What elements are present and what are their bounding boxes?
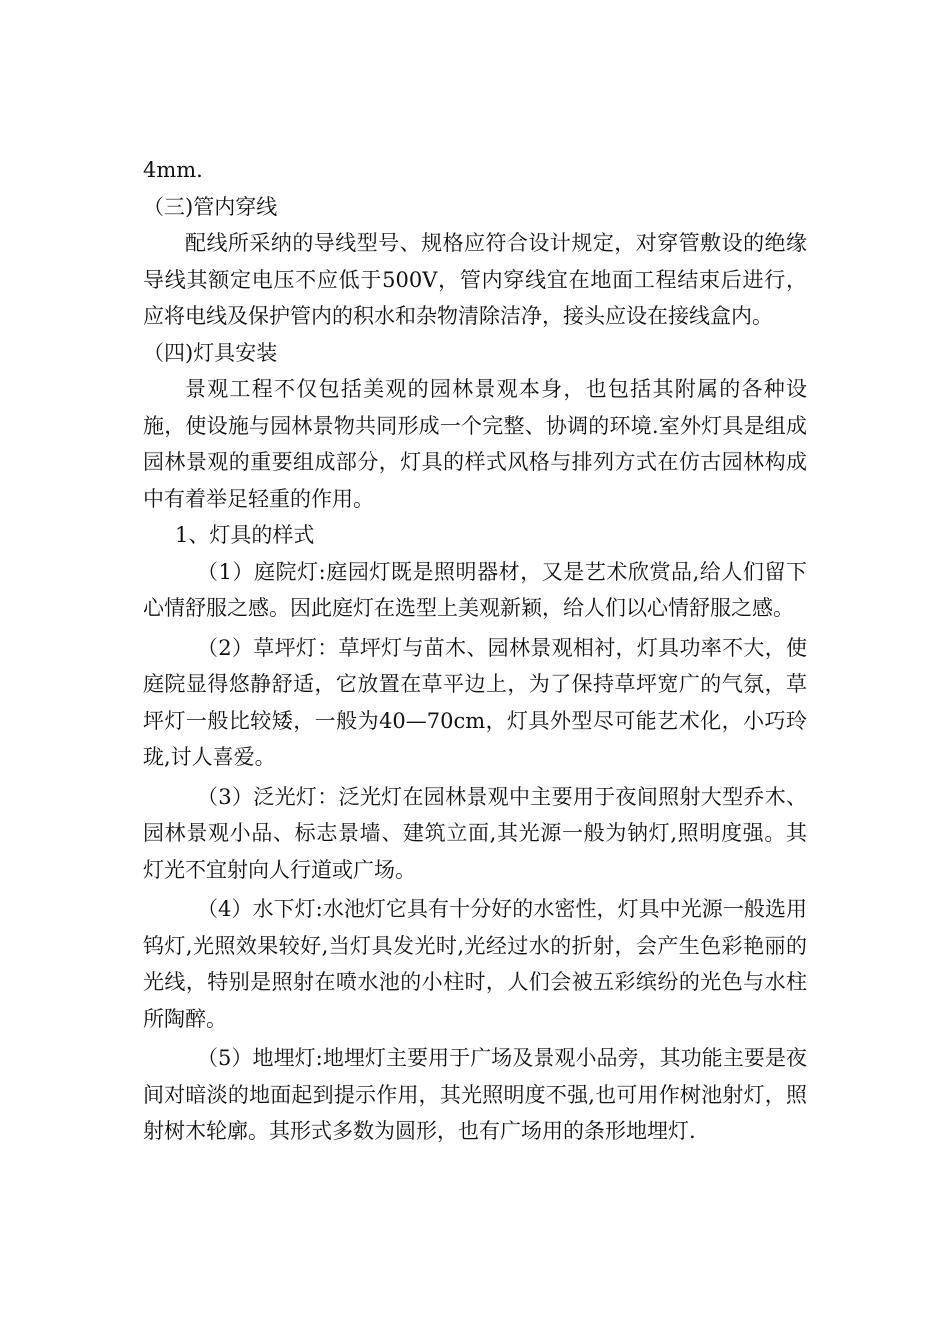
section-heading-lamp-install: （四)灯具安装 (143, 340, 278, 365)
list-item-flood-light: （3）泛光灯：泛光灯在园林景观中主要用于夜间照射大型乔木、园林景观小品、标志景墙、建筑立面,其光源一般为钠灯,照明度强。其灯光不宜射向人行道或广场。 (143, 784, 807, 882)
list-item-courtyard-lamp: （1）庭院灯:庭园灯既是照明器材，又是艺术欣赏品,给人们留下心情舒服之感。因此庭灯在选型上美观新颖，给人们以心情舒服之感。 (143, 559, 807, 620)
document-page (143, 152, 807, 1150)
paragraph-lamp-install: 景观工程不仅包括美观的园林景观本身，也包括其附属的各种设施，使设施与园林景物共同形成一个完整、协调的环境.室外灯具是组成园林景观的重要组成部分，灯具的样式风格与排列方式在仿古园林构成中有着举足轻重的作用。 (143, 377, 807, 511)
paragraph-wiring: 配线所采纳的导线型号、规格应符合设计规定，对穿管敷设的绝缘导线其额定电压不应低于500V，管内穿线宜在地面工程结束后进行，应将电线及保护管内的积水和杂物清除洁净，接头应设在接线盒内。 (143, 231, 807, 328)
subheading-lamp-styles: 1、灯具的样式 (175, 523, 315, 547)
paragraph-continuation: 4mm. (143, 158, 203, 182)
section-heading-wiring: （三)管内穿线 (143, 194, 278, 219)
list-item-lawn-lamp: （2）草坪灯：草坪灯与苗木、园林景观相衬，灯具功率不大，使庭院显得悠静舒适，它放置在草平边上，为了保持草坪宽广的气氛，草坪灯一般比较矮，一般为40—70cm，灯具外型尽可能艺术化，小巧玲珑,讨人喜爱。 (143, 635, 807, 769)
list-item-underwater-lamp: （4）水下灯:水池灯它具有十分好的水密性，灯具中光源一般选用钨灯,光照效果较好,当灯具发光时,光经过水的折射，会产生色彩艳丽的光线，特别是照射在喷水池的小柱时，人们会被五彩缤纷的光色与水柱所陶醉。 (143, 897, 807, 1031)
list-item-buried-lamp: （5）地埋灯:地埋灯主要用于广场及景观小品旁，其功能主要是夜间对暗淡的地面起到提示作用，其光照明度不强,也可用作树池射灯，照射树木轮廓。其形式多数为圆形，也有广场用的条形地埋灯. (143, 1046, 807, 1143)
